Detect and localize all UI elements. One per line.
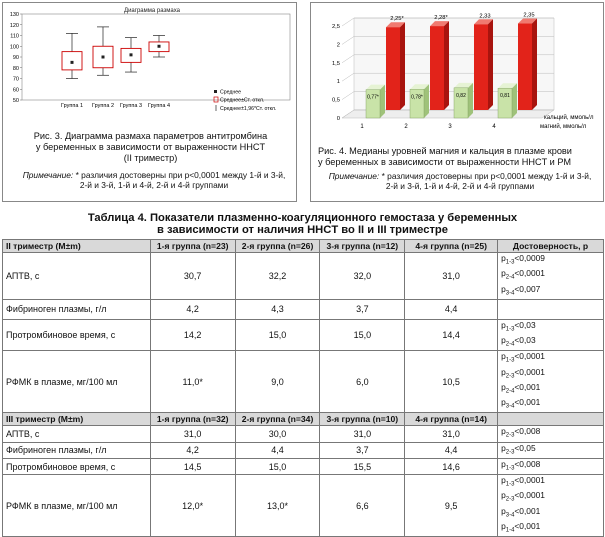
value-cell: 4,4 bbox=[405, 299, 498, 319]
fig3-mean bbox=[158, 45, 161, 48]
row-label: Протромбиновое время, с bbox=[3, 458, 151, 474]
fig4-legend bbox=[540, 114, 594, 130]
fig3-mean bbox=[71, 61, 74, 64]
value-cell: 6,6 bbox=[320, 475, 405, 537]
fig3-note-text: * различия достоверны при р<0,0001 между 1-й и 3-й, bbox=[73, 170, 286, 180]
header-cell: 3-я группа (n=10) bbox=[320, 413, 405, 426]
value-cell: 15,5 bbox=[320, 458, 405, 474]
p-cell bbox=[498, 351, 604, 413]
fig3-chart bbox=[4, 4, 294, 128]
fig4-ytick-label: 1,5 bbox=[331, 60, 340, 67]
p-value: $р_{2-4}<0,0001$ bbox=[501, 268, 545, 281]
value-cell: 9,0 bbox=[235, 351, 320, 413]
row-label: РФМК в плазме, мг/100 мл bbox=[3, 351, 151, 413]
fig3-xlabel: Группа 3 bbox=[119, 103, 143, 109]
fig3-caption-line: (II триместр) bbox=[123, 153, 178, 163]
fig4-label-magnesium: 0,77* bbox=[367, 94, 379, 101]
fig3-note bbox=[14, 170, 294, 190]
p-value: $р_{1-3}<0,008$ bbox=[501, 458, 541, 472]
table-title-line: Таблица 4. Показатели плазменно-коагуляционного гемостаза у беременных bbox=[87, 212, 518, 224]
fig3-ytick-label: 80 bbox=[12, 65, 19, 72]
p-value: $р_{1-4}<0,001$ bbox=[501, 520, 541, 534]
row-label: АПТВ, с bbox=[3, 426, 151, 442]
fig4-chart bbox=[312, 6, 600, 136]
value-cell: 12,0* bbox=[150, 475, 235, 537]
fig4-ytick-label: 0,5 bbox=[331, 97, 340, 104]
p-cell bbox=[498, 299, 604, 319]
fig3-ytick-label: 120 bbox=[9, 22, 19, 29]
fig3-xlabel: Группа 4 bbox=[147, 103, 171, 109]
section-header bbox=[3, 240, 604, 253]
fig4-label-calcium: 2,35 bbox=[523, 12, 535, 19]
header-cell: Достоверность, р bbox=[498, 240, 604, 253]
fig4-ytick-label: 2 bbox=[336, 42, 340, 49]
header-cell: 4-я группа (n=25) bbox=[405, 240, 498, 253]
fig4-label-calcium: 2,25* bbox=[390, 16, 404, 23]
fig3-box bbox=[62, 52, 82, 70]
p-cell bbox=[498, 253, 604, 300]
value-cell: 6,0 bbox=[320, 351, 405, 413]
row-label: Протромбиновое время, с bbox=[3, 319, 151, 351]
fig4-bar-magnesium-side bbox=[380, 85, 385, 118]
p-value: $р_{1-3}<0,0001$ bbox=[501, 475, 545, 488]
p-cell bbox=[498, 319, 604, 351]
header-cell: 4-я группа (n=14) bbox=[405, 413, 498, 426]
fig3-caption-line: Рис. 3. Диаграмма размаха параметров антитромбина bbox=[33, 131, 268, 141]
row-label: Фибриноген плазмы, г/л bbox=[3, 299, 151, 319]
value-cell: 31,0 bbox=[320, 426, 405, 442]
fig3-xlabel: Группа 1 bbox=[60, 103, 84, 109]
p-value: $р_{2-4}<0,001$ bbox=[501, 381, 541, 395]
fig4-bar-magnesium-side bbox=[424, 84, 429, 118]
value-cell: 14,6 bbox=[405, 458, 498, 474]
table-row bbox=[3, 458, 604, 474]
value-cell: 4,3 bbox=[235, 299, 320, 319]
header-cell: 3-я группа (n=12) bbox=[320, 240, 405, 253]
fig4-note bbox=[318, 171, 602, 191]
value-cell: 31,0 bbox=[405, 426, 498, 442]
fig4-label-magnesium: 0,82 bbox=[456, 92, 466, 99]
p-cell bbox=[498, 475, 604, 537]
value-cell: 32,2 bbox=[235, 253, 320, 300]
fig4-label-magnesium: 0,78* bbox=[411, 94, 423, 101]
table-row bbox=[3, 319, 604, 351]
legend-ci: Среднее±1,96*Ст. откл. bbox=[220, 106, 277, 112]
fig4-caption-line: Рис. 4. Медианы уровней магния и кальция в плазме крови bbox=[318, 146, 572, 156]
fig3-note-text: 2-й и 3-й, 1-й и 4-й, 2-й и 4-й группами bbox=[79, 180, 229, 190]
legend-sd: Среднее±Ст. откл. bbox=[220, 97, 265, 104]
table-row bbox=[3, 299, 604, 319]
table-row bbox=[3, 475, 604, 537]
p-value: $р_{1-3}<0,0009$ bbox=[501, 253, 545, 266]
fig4-label-magnesium: 0,81 bbox=[500, 93, 510, 100]
header-cell: II триместр (M±m) bbox=[3, 240, 151, 253]
table-row bbox=[3, 442, 604, 458]
value-cell: 11,0* bbox=[150, 351, 235, 413]
fig4-bar-calcium-side bbox=[532, 19, 537, 110]
legend-mean: Среднее bbox=[220, 89, 242, 96]
p-value: $р_{2-3}<0,0001$ bbox=[501, 366, 545, 380]
fig3-xlabel: Группа 2 bbox=[91, 103, 115, 109]
value-cell: 4,2 bbox=[150, 442, 235, 458]
value-cell: 9,5 bbox=[405, 475, 498, 537]
p-value: $р_{3-4}<0,001$ bbox=[501, 397, 541, 410]
fig4-note-label: Примечание: bbox=[328, 171, 380, 181]
fig4-bar-calcium bbox=[518, 24, 532, 110]
legend-magnesium: магний, ммоль/л bbox=[540, 124, 587, 130]
fig4-note-text: * различия достоверны при р<0,0001 между 1-й и 3-й, bbox=[379, 171, 592, 181]
header-cell: 1-я группа (n=23) bbox=[150, 240, 235, 253]
fig3-ytick-label: 90 bbox=[12, 55, 19, 61]
value-cell: 4,2 bbox=[150, 299, 235, 319]
fig4-label-calcium: 2,33 bbox=[479, 13, 491, 20]
fig3-ytick-label: 70 bbox=[12, 76, 19, 83]
header-cell: III триместр (M±m) bbox=[3, 413, 151, 426]
value-cell: 32,0 bbox=[320, 253, 405, 300]
fig4-xlabel: 4 bbox=[492, 124, 496, 130]
fig4-bar-calcium-side bbox=[488, 19, 493, 110]
p-cell bbox=[498, 442, 604, 458]
p-cell bbox=[498, 458, 604, 474]
value-cell: 31,0 bbox=[150, 426, 235, 442]
table-row bbox=[3, 426, 604, 442]
fig4-bar-calcium-side bbox=[400, 22, 405, 110]
value-cell: 30,0 bbox=[235, 426, 320, 442]
table-row bbox=[3, 253, 604, 300]
legend-mean-marker bbox=[214, 90, 217, 93]
fig4-bar-calcium-side bbox=[444, 21, 449, 110]
fig3-caption-line: у беременных в зависимости от выраженности НHCT bbox=[35, 142, 266, 152]
header-cell: 2-я группа (n=26) bbox=[235, 240, 320, 253]
fig3-ytick-label: 130 bbox=[9, 12, 19, 18]
p-value: $р_{2-3}<0,0001$ bbox=[501, 490, 545, 504]
fig4-xlabel: 2 bbox=[404, 124, 408, 130]
value-cell: 3,7 bbox=[320, 299, 405, 319]
fig4-xlabel: 3 bbox=[448, 124, 452, 130]
p-value: $р_{2-3}<0,05$ bbox=[501, 442, 536, 456]
header-cell: 2-я группа (n=34) bbox=[235, 413, 320, 426]
value-cell: 14,2 bbox=[150, 319, 235, 351]
p-value: $р_{2-4}<0,03$ bbox=[501, 335, 536, 348]
value-cell: 3,7 bbox=[320, 442, 405, 458]
value-cell: 15,0 bbox=[235, 458, 320, 474]
fig3-caption bbox=[8, 131, 293, 164]
fig4-bar-magnesium-side bbox=[512, 83, 517, 118]
fig3-ytick-label: 50 bbox=[12, 98, 19, 104]
p-cell bbox=[498, 426, 604, 442]
p-value: $р_{3-4}<0,001$ bbox=[501, 505, 541, 519]
fig3-mean bbox=[102, 56, 105, 59]
value-cell: 13,0* bbox=[235, 475, 320, 537]
fig4-ytick-label: 2,5 bbox=[331, 24, 340, 30]
p-value: $р_{1-3}<0,0001$ bbox=[501, 351, 545, 364]
fig3-mean bbox=[130, 53, 133, 56]
p-value: $р_{1-3}<0,03$ bbox=[501, 319, 536, 333]
value-cell: 4,4 bbox=[405, 442, 498, 458]
value-cell: 4,4 bbox=[235, 442, 320, 458]
header-cell bbox=[498, 413, 604, 426]
table-title bbox=[0, 212, 605, 236]
value-cell: 31,0 bbox=[405, 253, 498, 300]
fig4-xlabel: 1 bbox=[360, 124, 364, 130]
value-cell: 15,0 bbox=[320, 319, 405, 351]
fig4-label-calcium: 2,28* bbox=[434, 15, 448, 22]
value-cell: 30,7 bbox=[150, 253, 235, 300]
value-cell: 15,0 bbox=[235, 319, 320, 351]
table-title-line: в зависимости от наличия НHCT во II и III триместре bbox=[157, 224, 448, 236]
fig3-ytick-label: 100 bbox=[9, 44, 19, 51]
fig3-chart-title: Диаграмма размаха bbox=[124, 8, 180, 14]
row-label: АПТВ, с bbox=[3, 253, 151, 300]
fig4-note-text: 2-й и 3-й, 1-й и 4-й, 2-й и 4-й группами bbox=[385, 181, 535, 191]
table-row bbox=[3, 351, 604, 413]
fig4-caption-line: у беременных в зависимости от выраженности НHCT и РМ bbox=[318, 157, 572, 167]
fig4-bar-calcium bbox=[430, 26, 444, 110]
value-cell: 10,5 bbox=[405, 351, 498, 413]
fig3-ytick-label: 110 bbox=[10, 33, 19, 40]
section-header bbox=[3, 413, 604, 426]
header-cell: 1-я группа (n=32) bbox=[150, 413, 235, 426]
row-label: Фибриноген плазмы, г/л bbox=[3, 442, 151, 458]
hemostasis-table bbox=[2, 239, 604, 537]
fig3-note-label: Примечание: bbox=[22, 170, 74, 180]
p-value: $р_{3-4}<0,007$ bbox=[501, 283, 541, 297]
value-cell: 14,5 bbox=[150, 458, 235, 474]
p-value: $р_{2-3}<0,008$ bbox=[501, 426, 541, 440]
fig4-ytick-label: 0 bbox=[336, 116, 340, 122]
fig4-bar-calcium bbox=[474, 24, 488, 110]
legend-calcium: кальций, ммоль/л bbox=[544, 115, 594, 121]
value-cell: 14,4 bbox=[405, 319, 498, 351]
fig4-bar-magnesium-side bbox=[468, 83, 473, 118]
fig3-ytick-label: 60 bbox=[12, 87, 19, 94]
fig4-ytick-label: 1 bbox=[336, 79, 340, 86]
row-label: РФМК в плазме, мг/100 мл bbox=[3, 475, 151, 537]
fig4-bar-calcium bbox=[386, 27, 400, 110]
fig4-caption bbox=[318, 146, 602, 168]
